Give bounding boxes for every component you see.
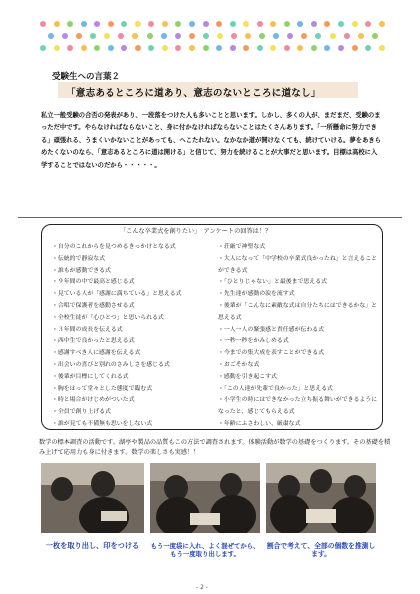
decorative-dot (216, 21, 222, 27)
decorative-dot (352, 21, 358, 27)
decorative-dot (245, 33, 251, 39)
survey-item: ・誰が見ても不備無も思いをしない式 (52, 420, 153, 427)
survey-item: ・３年間の成長を伝える式 (52, 326, 123, 333)
survey-item: ・全校生徒が「心ひとつ」と思いられる式 (52, 314, 164, 321)
survey-item: ・感動を引き起こす式 (218, 373, 277, 380)
decorative-dot (311, 45, 317, 51)
decorative-dot (121, 45, 127, 51)
decorative-dot (148, 45, 154, 51)
decorative-dot (121, 21, 127, 27)
decorative-dot (40, 21, 46, 27)
decorative-dot (148, 21, 154, 27)
survey-item: ・時と場合がけじめがついた式 (52, 397, 135, 404)
decorative-dot (118, 33, 124, 39)
survey-item: ・感謝すべき人に感謝を伝える式 (52, 350, 141, 357)
classroom-photo-3 (266, 463, 376, 533)
decorative-dot (297, 45, 303, 51)
decorative-dot (54, 21, 60, 27)
decorative-dot (379, 21, 385, 27)
decorative-dot (147, 33, 153, 39)
decorative-dot (352, 45, 358, 51)
survey-item: ・胸をはって堂々とした態度で臨む式 (52, 385, 153, 392)
decorative-dot (243, 21, 249, 27)
decorative-dot (132, 33, 138, 39)
survey-item: ・今までの集大成を表すことができる式 (218, 350, 325, 357)
decorative-dot (270, 45, 276, 51)
survey-item: ・見ている人が「感謝に満ちている」と思える式 (52, 291, 182, 298)
survey-item: ・後輩が目標にしてくれる式 (52, 373, 129, 380)
decorative-dot (324, 45, 330, 51)
decorative-dot (108, 45, 114, 51)
decorative-dot (379, 45, 385, 51)
survey-item: ・後輩が「こんなに素敵な式は自分たちにはできるかな」と思える式 (218, 302, 378, 321)
decorative-dot (81, 21, 87, 27)
dot-border-top-row2 (48, 33, 378, 41)
decorative-dot (287, 33, 293, 39)
decorative-dot (175, 21, 181, 27)
decorative-dot (257, 21, 263, 27)
decorative-dot (90, 33, 96, 39)
decorative-dot (257, 45, 263, 51)
survey-item: ・合唱で保護者を感動させる式 (52, 302, 135, 309)
decorative-dot (284, 21, 290, 27)
decorative-dot (311, 21, 317, 27)
decorative-dot (216, 45, 222, 51)
survey-item: ・荘厳で神聖な式 (218, 244, 266, 250)
decorative-dot (372, 33, 378, 39)
survey-item: ・９年間の中で最高と感じる式 (52, 279, 135, 286)
decorative-dot (358, 33, 364, 39)
survey-item: ・「ひとりじゃない」と最後まで思える式 (218, 279, 327, 286)
survey-item: ・大人になって「中学校の卒業式良かったね」と言えることができる式 (218, 255, 378, 274)
decorative-dot (243, 45, 249, 51)
decorative-dot (162, 21, 168, 27)
decorative-dot (297, 21, 303, 27)
decorative-dot (108, 21, 114, 27)
section-heading: 受験生への言葉２ (52, 72, 121, 82)
decorative-dot (67, 45, 73, 51)
survey-item: ・おごそかな式 (218, 361, 260, 368)
survey-item: ・先生達が感動の涙を流す式 (218, 291, 295, 298)
photo-caption-2: もう一度袋に入れ、よく混ぜてから、もう一度取り出します。 (150, 542, 260, 558)
decorative-dot (203, 21, 209, 27)
decorative-dot (231, 33, 237, 39)
decorative-dot (273, 33, 279, 39)
decorative-dot (189, 33, 195, 39)
survey-item: ・伝統的で静寂な式 (52, 255, 106, 262)
decorative-dot (175, 45, 181, 51)
photo-caption-1: 一枚を取り出し、印をつける (45, 541, 140, 550)
decorative-dot (48, 33, 54, 39)
decorative-dot (81, 45, 87, 51)
decorative-dot (338, 21, 344, 27)
decorative-dot (62, 33, 68, 39)
decorative-dot (67, 21, 73, 27)
decorative-dot (330, 33, 336, 39)
dot-border-top-row1 (40, 21, 385, 29)
survey-item: ・一秒一秒をかみしめる式 (218, 338, 289, 345)
math-activity-text: 数学の標本調査の活動です。湖亭や製品の品質もこの方法で調査されます。体験活動が数学の基礎をつくります。その基礎を積み上げて応用力も身に付きます。数学の楽しさも実感！！ (39, 439, 391, 456)
decorative-dot (161, 33, 167, 39)
decorative-dot (301, 33, 307, 39)
section-divider (18, 217, 402, 218)
survey-item: ・全員で創り上げる式 (52, 409, 111, 416)
classroom-photo-2 (150, 463, 260, 533)
decorative-dot (94, 45, 100, 51)
decorative-dot (315, 33, 321, 39)
decorative-dot (40, 45, 46, 51)
decorative-dot (203, 33, 209, 39)
classroom-photo-1 (41, 463, 144, 533)
decorative-dot (338, 45, 344, 51)
survey-item: ・「この人達が先輩で良かった」と思える式 (218, 385, 333, 392)
decorative-dot (135, 45, 141, 51)
decorative-dot (344, 33, 350, 39)
survey-item: ・西中生で良かったと思える式 (52, 338, 135, 345)
decorative-dot (76, 33, 82, 39)
decorative-dot (135, 21, 141, 27)
decorative-dot (54, 45, 60, 51)
decorative-dot (175, 33, 181, 39)
survey-title: 「こんな卒業式を創りたい」 アンケートの回答は！？ (120, 228, 272, 235)
page-number: - 2 - (196, 584, 208, 591)
photo-caption-3: 割合で考えて、全部の個数を推測します。 (266, 542, 376, 558)
survey-item: ・年齢にふさわしい、厳粛な式 (218, 420, 301, 427)
survey-right-column (218, 242, 378, 431)
section-title: 「意志あるところに道あり、意志のないところに道なし」 (66, 88, 321, 99)
decorative-dot (203, 45, 209, 51)
survey-item: ・小学生の時にはできなかった立ち振る舞いができるようになったと、感じてもらえる式 (218, 397, 378, 416)
message-paragraph: 私立一般受験の合否の発表があり、一段落をつけた人も多いことと思います。しかし、多くの人が、まだまだ、受験のまっただ中です。やらなければならないこと、身に付かなければならないことはたくさんあります。「一所懸命に努力できる」頑張れる、うまくいかないことがあっても、へこたれない。なかなか道が開けなくても、続けていける。夢をあきらめたくないのなら、「意志あるところに道は開ける」と信じて、努力を続けることが大事だと思います。目標は高校に入学することではないのだから・・・・・。 (41, 112, 381, 169)
decorative-dot (270, 21, 276, 27)
decorative-dot (189, 45, 195, 51)
decorative-dot (162, 45, 168, 51)
survey-item: ・出会いの喜びと別れのさみしさを感じる式 (52, 361, 170, 368)
decorative-dot (94, 21, 100, 27)
decorative-dot (189, 21, 195, 27)
decorative-dot (365, 45, 371, 51)
decorative-dot (217, 33, 223, 39)
survey-item: ・一人一人の緊張感と責任感が伝わる式 (218, 326, 325, 333)
decorative-dot (259, 33, 265, 39)
decorative-dot (104, 33, 110, 39)
survey-item: ・誰もが感動できる式 (52, 267, 111, 274)
survey-item: ・自分のこれからを見つめるきっかけとなる式 (52, 244, 176, 250)
survey-left-column (52, 242, 212, 431)
decorative-dot (284, 45, 290, 51)
decorative-dot (230, 45, 236, 51)
decorative-dot (324, 21, 330, 27)
dot-border-top-row3 (40, 45, 385, 53)
decorative-dot (365, 21, 371, 27)
decorative-dot (230, 21, 236, 27)
